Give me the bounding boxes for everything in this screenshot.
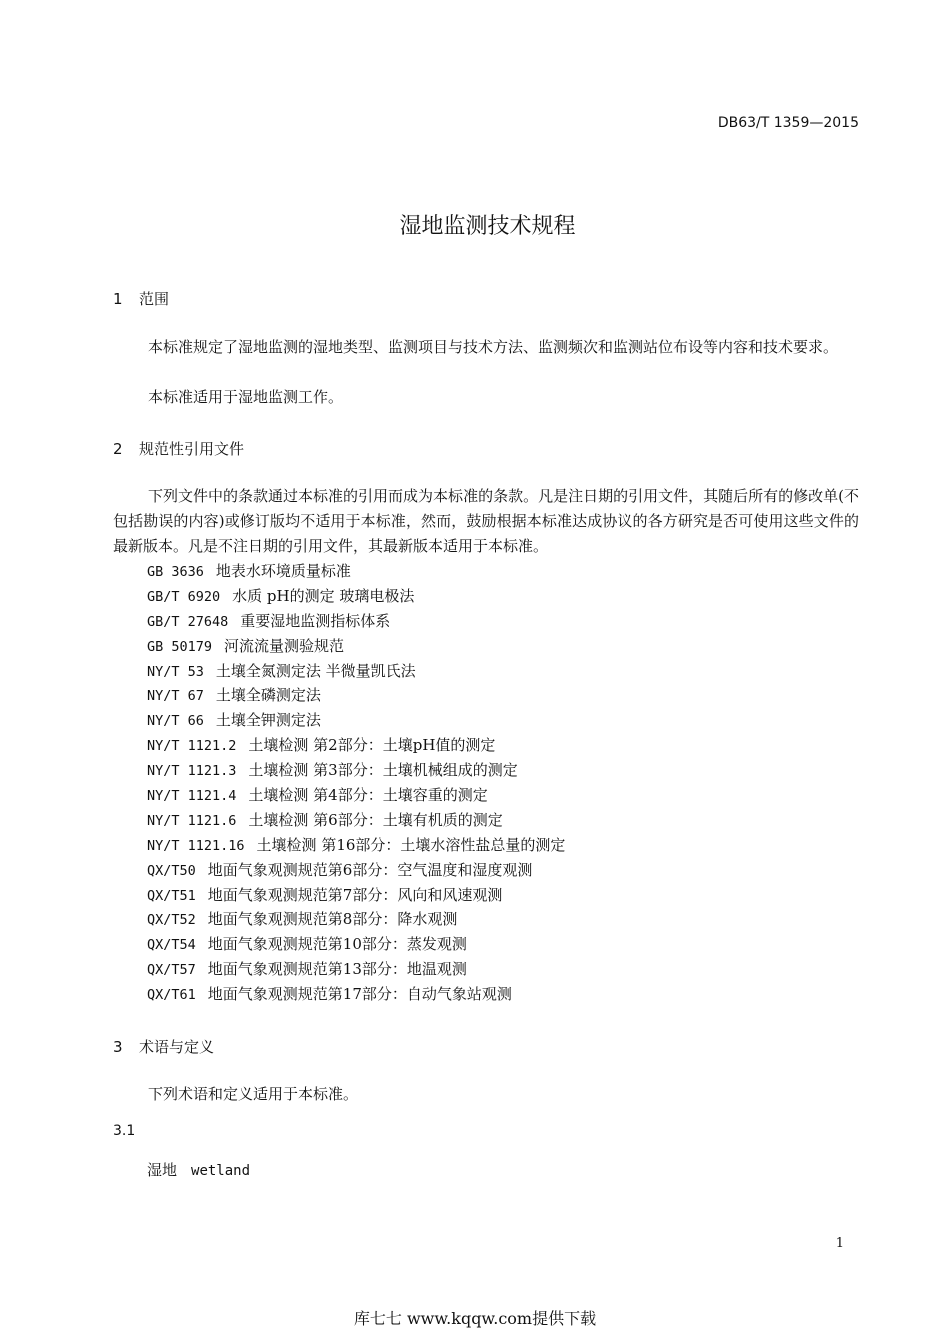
reference-title: 水质 pH的测定 玻璃电极法 <box>232 586 415 605</box>
download-footer: 库七七 www.kqqw.com提供下载 <box>353 1309 597 1328</box>
reference-code: NY/T 66 <box>147 713 204 730</box>
reference-item <box>147 758 565 783</box>
reference-title: 土壤全氮测定法 半微量凯氏法 <box>215 661 416 680</box>
reference-item <box>147 733 565 758</box>
reference-code: QX/T57 <box>147 962 196 979</box>
reference-title: 地表水环境质量标准 <box>215 562 351 580</box>
reference-code: NY/T 1121.2 <box>147 738 237 755</box>
reference-code: NY/T 53 <box>147 663 204 680</box>
reference-title: 土壤全钾测定法 <box>215 711 321 730</box>
reference-item <box>147 858 565 883</box>
reference-item <box>147 609 565 634</box>
reference-title: 地面气象观测规范第10部分：蒸发观测 <box>207 935 467 954</box>
reference-code: GB 50179 <box>147 638 213 655</box>
reference-title: 河流流量测验规范 <box>224 636 345 655</box>
document-title: 湿地监测技术规程 <box>399 214 576 239</box>
reference-item <box>147 683 565 708</box>
reference-item <box>147 584 565 609</box>
reference-code: NY/T 1121.3 <box>147 763 237 780</box>
section-3-heading <box>113 1036 214 1057</box>
reference-title: 地面气象观测规范第6部分：空气温度和湿度观测 <box>207 860 533 879</box>
section-2-number: 2 <box>113 440 123 458</box>
section-1-heading <box>113 288 169 309</box>
terms-intro: 下列术语和定义适用于本标准。 <box>148 1085 359 1103</box>
reference-item <box>147 907 565 932</box>
reference-item <box>147 932 565 957</box>
reference-code: QX/T52 <box>147 912 196 929</box>
reference-code: NY/T 1121.6 <box>147 812 237 829</box>
reference-title: 土壤检测 第2部分：土壤pH值的测定 <box>248 736 496 755</box>
page-number: 1 <box>835 1236 844 1251</box>
reference-item <box>147 659 565 684</box>
term-chinese: 湿地 <box>147 1161 178 1179</box>
reference-title: 地面气象观测规范第17部分：自动气象站观测 <box>207 985 512 1004</box>
reference-code: QX/T54 <box>147 937 196 954</box>
reference-item <box>147 982 565 1007</box>
section-3-title: 术语与定义 <box>139 1038 215 1056</box>
term-entry <box>147 1159 250 1180</box>
reference-item <box>147 708 565 733</box>
term-english: wetland <box>191 1163 251 1179</box>
reference-code: GB/T 27648 <box>147 613 229 630</box>
reference-code: QX/T51 <box>147 887 196 904</box>
reference-title: 土壤检测 第6部分：土壤有机质的测定 <box>248 810 503 829</box>
reference-item <box>147 808 565 833</box>
reference-code: GB/T 6920 <box>147 588 221 605</box>
reference-title: 地面气象观测规范第7部分：风向和风速观测 <box>207 885 503 904</box>
reference-title: 土壤检测 第4部分：土壤容重的测定 <box>248 786 488 805</box>
reference-title: 土壤全磷测定法 <box>215 686 321 705</box>
section-1-number: 1 <box>113 290 123 308</box>
reference-title: 土壤检测 第3部分：土壤机械组成的测定 <box>248 761 518 780</box>
reference-code: NY/T 1121.4 <box>147 788 237 805</box>
section-2-heading <box>113 438 244 459</box>
reference-code: QX/T61 <box>147 987 196 1004</box>
section-3-number: 3 <box>113 1038 123 1056</box>
reference-item <box>147 883 565 908</box>
document-code: DB63/T 1359—2015 <box>717 115 859 131</box>
reference-code: NY/T 1121.16 <box>147 837 245 854</box>
reference-item <box>147 833 565 858</box>
reference-item <box>147 957 565 982</box>
scope-paragraph-2: 本标准适用于湿地监测工作。 <box>148 388 344 406</box>
reference-title: 地面气象观测规范第13部分：地温观测 <box>207 960 467 979</box>
reference-list <box>147 559 565 1007</box>
reference-item <box>147 634 565 659</box>
reference-title: 重要湿地监测指标体系 <box>240 611 391 630</box>
reference-item <box>147 559 565 584</box>
section-1-title: 范围 <box>139 290 170 308</box>
reference-code: GB 3636 <box>147 564 204 580</box>
term-number: 3.1 <box>113 1123 136 1139</box>
scope-paragraph-1: 本标准规定了湿地监测的湿地类型、监测项目与技术方法、监测频次和监测站位布设等内容和技术要求。 <box>148 338 839 356</box>
reference-code: QX/T50 <box>147 862 196 879</box>
references-intro: 下列文件中的条款通过本标准的引用而成为本标准的条款。凡是注日期的引用文件，其随后所有的修改单(不包括勘误的内容)或修订版均不适用于本标准，然而，鼓励根据本标准达成协议的各方研究是否可使用这些文件的最新版本。凡是不注日期的引用文件，其最新版本适用于本标准。 <box>113 487 859 555</box>
reference-title: 土壤检测 第16部分：土壤水溶性盐总量的测定 <box>256 835 566 854</box>
reference-title: 地面气象观测规范第8部分：降水观测 <box>207 910 458 929</box>
reference-item <box>147 783 565 808</box>
section-2-title: 规范性引用文件 <box>139 440 245 458</box>
reference-code: NY/T 67 <box>147 688 204 705</box>
